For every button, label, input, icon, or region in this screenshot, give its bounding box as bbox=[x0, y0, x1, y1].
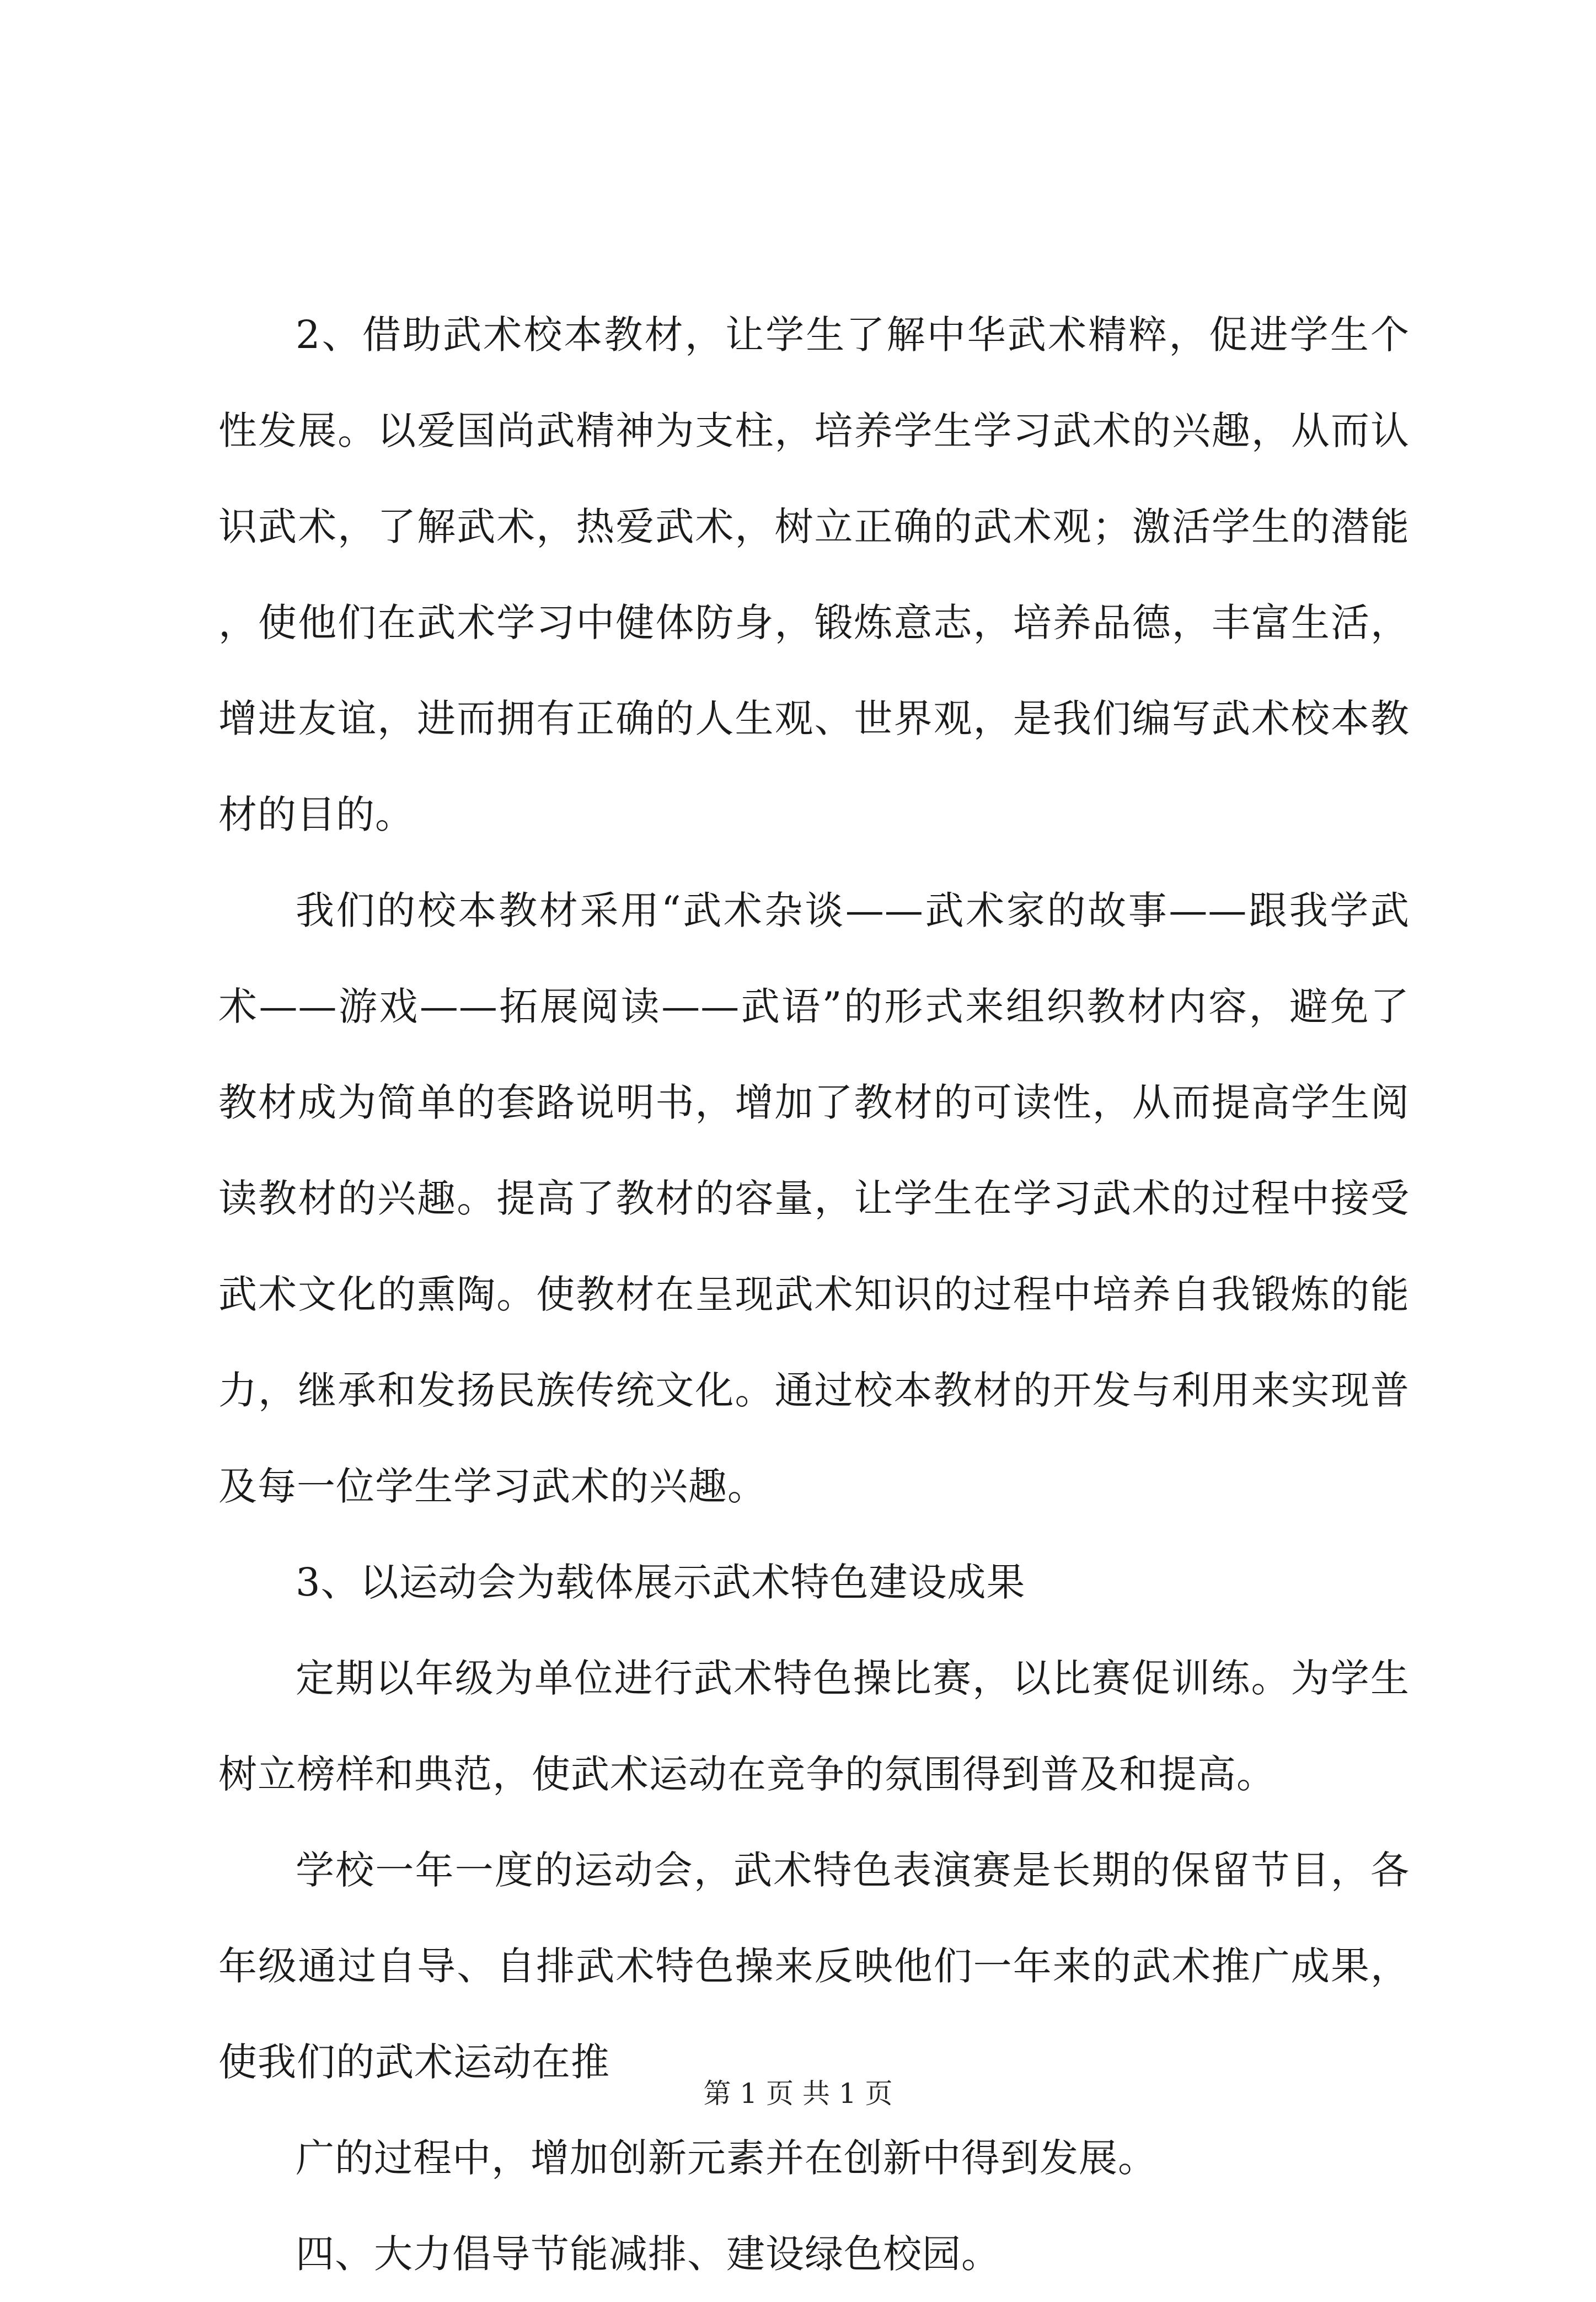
paragraph-green-campus-heading: 四、大力倡导节能减排、建设绿色校园。 bbox=[296, 2231, 1000, 2277]
paragraph-grade-competition: 定期以年级为单位进行武术特色操比赛，以比赛促训练。为学生树立榜样和典范，使武术运动在竞争的氛围得到普及和提高。 bbox=[218, 1656, 1410, 1797]
document-body bbox=[218, 287, 1410, 2302]
page-number-footer: 第 1 页 共 1 页 bbox=[703, 2078, 893, 2110]
paragraph-textbook-format: 我们的校本教材采用“武术杂谈——武术家的故事——跟我学武术——游戏——拓展阅读——武语”的形式来组织教材内容，避免了教材成为简单的套路说明书，增加了教材的可读性，从而提高学生阅读教材的兴趣。提高了教材的容量，让学生在学习武术的过程中接受武术文化的熏陶。使教材在呈现武术知识的过程中培养自我锻炼的能力，继承和发扬民族传统文化。通过校本教材的开发与利用来实现普及每一位学生学习武术的兴趣。 bbox=[218, 888, 1410, 1509]
paragraph-annual-sports-meet: 学校一年一度的运动会，武术特色表演赛是长期的保留节目，各年级通过自导、自排武术特色操来反映他们一年来的武术推广成果，使我们的武术运动在推 bbox=[218, 1848, 1410, 2085]
paragraph-innovation: 广的过程中，增加创新元素并在创新中得到发展。 bbox=[296, 2135, 1157, 2181]
paragraph-sports-meet-heading: 3、以运动会为载体展示武术特色建设成果 bbox=[296, 1560, 1026, 1605]
paragraph-textbook-purpose: 2、借助武术校本教材，让学生了解中华武术精粹，促进学生个性发展。以爱国尚武精神为支柱，培养学生学习武术的兴趣，从而认识武术，了解武术，热爱武术，树立正确的武术观；激活学生的潜能，使他们在武术学习中健体防身，锻炼意志，培养品德，丰富生活，增进友谊，进而拥有正确的人生观、世界观，是我们编写武术校本教材的目的。 bbox=[218, 312, 1410, 837]
